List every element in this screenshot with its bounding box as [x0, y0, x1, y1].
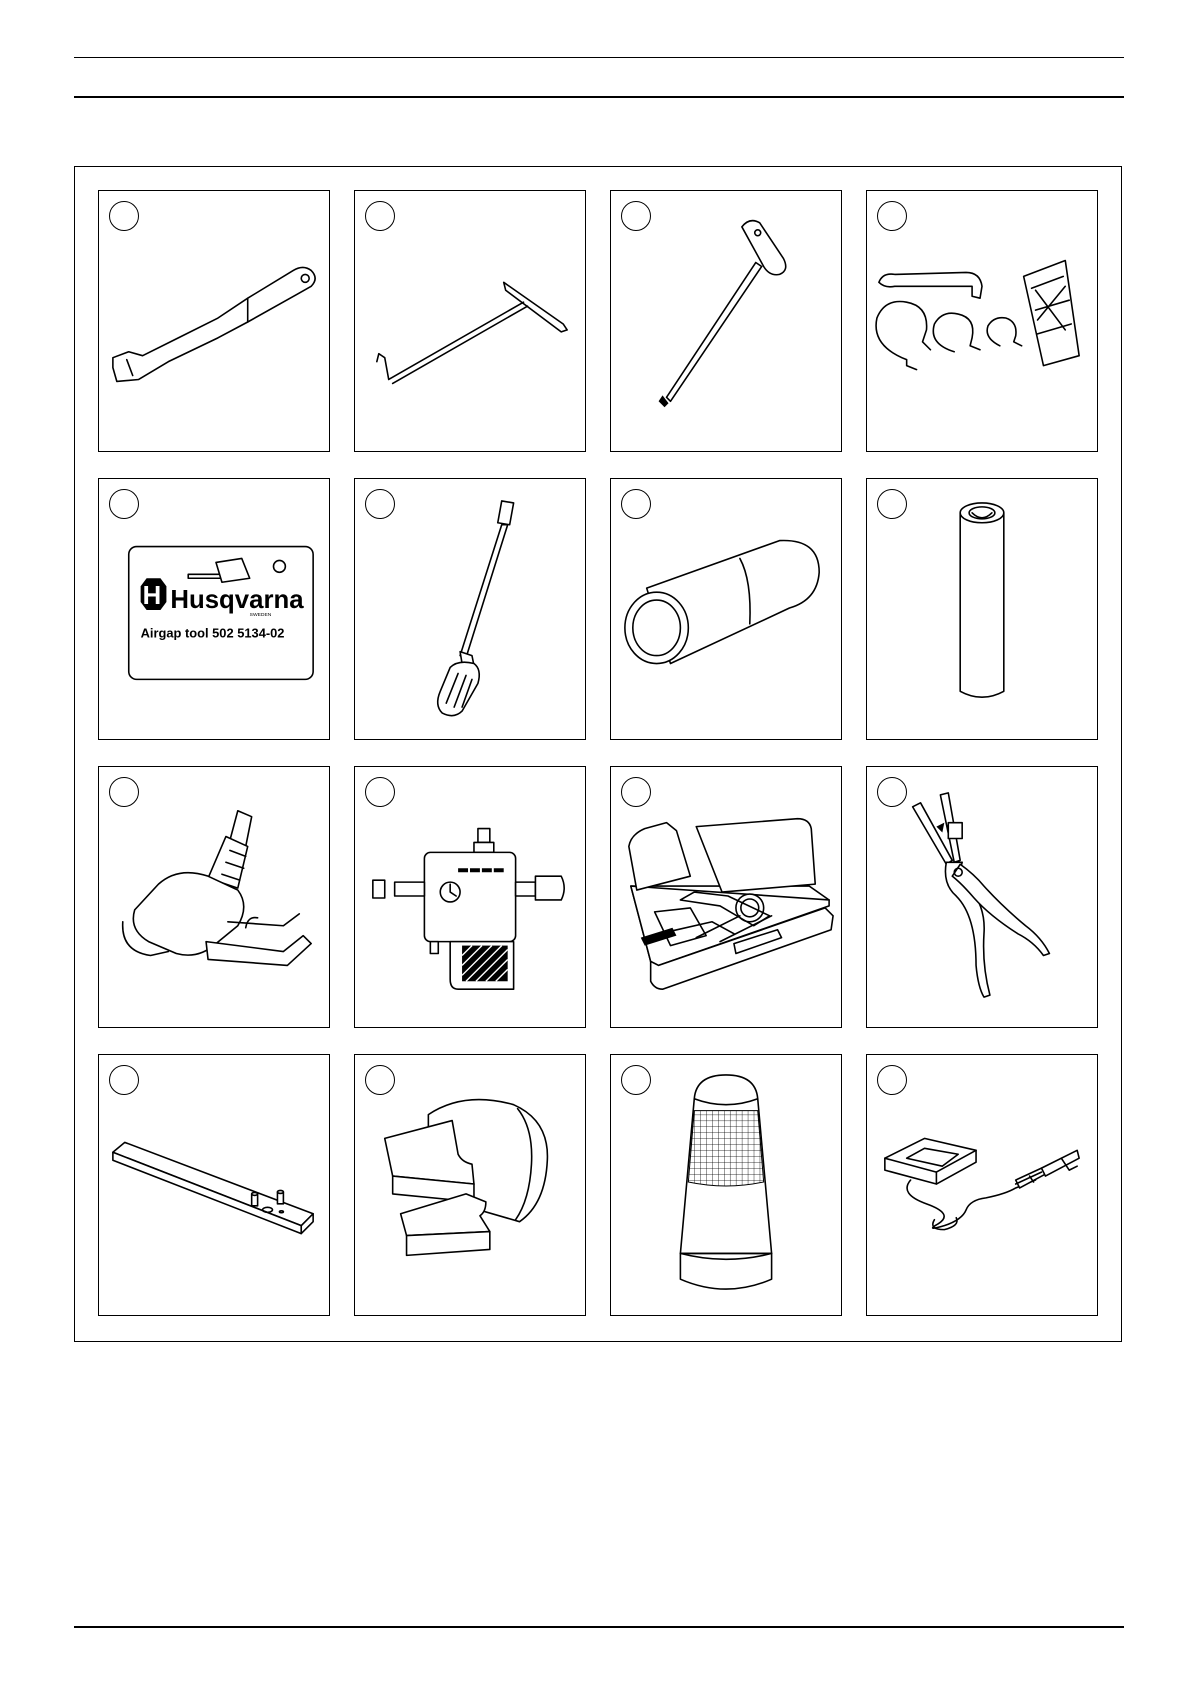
ignition-tester-illustration — [867, 1055, 1097, 1315]
tool-cell-4 — [866, 190, 1098, 452]
airgap-tool-caption: Airgap tool 502 5134-02 — [140, 625, 285, 641]
torx-t-handle-illustration — [611, 191, 841, 451]
tool-cell-8 — [866, 478, 1098, 740]
conical-sleeve-illustration — [611, 479, 841, 739]
tool-cell-14 — [354, 1054, 586, 1316]
top-rule — [74, 57, 1124, 58]
flat-bar-with-pins-illustration — [99, 1055, 329, 1315]
threaded-tube-illustration — [867, 479, 1097, 739]
tool-cell-9 — [98, 766, 330, 1028]
forked-piston-stop-illustration — [355, 1055, 585, 1315]
spark-plug-clamp-illustration — [99, 767, 329, 1027]
header-rule — [74, 96, 1124, 98]
tool-cell-6 — [354, 478, 586, 740]
piston-ring-clamps-illustration — [867, 191, 1097, 451]
meshed-sleeve-tool-illustration — [611, 1055, 841, 1315]
tool-cell-16 — [866, 1054, 1098, 1316]
circlip-pliers-illustration — [867, 767, 1097, 1027]
tool-cell-11 — [610, 766, 842, 1028]
tool-cell-1 — [98, 190, 330, 452]
pressure-tester-pump-illustration — [355, 767, 585, 1027]
tools-figure-frame — [74, 166, 1122, 1342]
svg-text:H: H — [142, 582, 162, 611]
long-socket-screwdriver-illustration — [355, 479, 585, 739]
tool-cell-15 — [610, 1054, 842, 1316]
angled-spanner-illustration — [99, 191, 329, 451]
brand-logo-text: Husqvarna — [170, 586, 304, 615]
tool-cell-2 — [354, 190, 586, 452]
test-kit-case-illustration — [611, 767, 841, 1027]
brand-sub-text: SWEDEN — [249, 612, 272, 618]
tool-cell-3 — [610, 190, 842, 452]
footer-rule — [74, 1626, 1124, 1628]
tool-cell-10 — [354, 766, 586, 1028]
tool-cell-5 — [98, 478, 330, 740]
hook-tool-illustration — [355, 191, 585, 451]
airgap-tool-illustration — [99, 479, 329, 739]
tool-cell-12 — [866, 766, 1098, 1028]
tool-cell-13 — [98, 1054, 330, 1316]
tool-cell-7 — [610, 478, 842, 740]
